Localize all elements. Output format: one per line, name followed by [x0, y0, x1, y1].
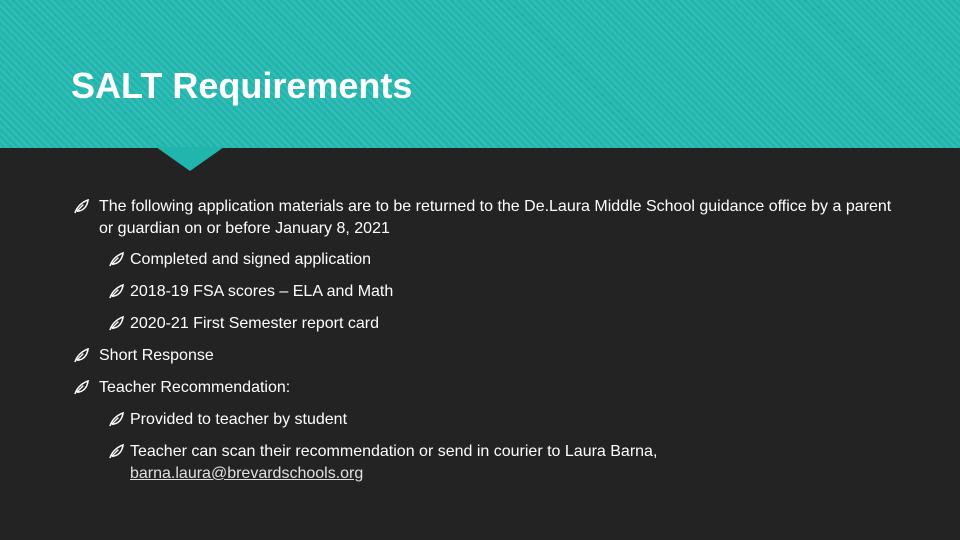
list-item-text: 2020-21 First Semester report card — [130, 315, 379, 332]
list-item — [130, 313, 379, 335]
leaf-icon — [73, 380, 90, 395]
list-item — [99, 196, 899, 240]
leaf-icon — [73, 348, 90, 363]
leaf-icon — [73, 199, 90, 214]
list-item — [99, 345, 214, 367]
list-item-text: Teacher Recommendation: — [99, 379, 291, 396]
list-item-text: Provided to teacher by student — [130, 411, 348, 428]
list-item — [130, 441, 830, 485]
list-item-text: Short Response — [99, 347, 214, 364]
list-item — [99, 377, 290, 399]
list-item-text: 2018-19 FSA scores – ELA and Math — [130, 283, 394, 300]
leaf-icon — [108, 252, 125, 267]
leaf-icon — [108, 412, 125, 427]
list-item — [130, 409, 347, 431]
email-link[interactable]: barna.laura@brevardschools.org — [130, 465, 364, 482]
list-item — [130, 281, 393, 303]
list-item-text: Completed and signed application — [130, 251, 372, 268]
list-item-text: The following application materials are to be returned to the De.Laura Middle School guidance office by a parent or guardian on or before January 8, 2021 — [99, 198, 892, 237]
leaf-icon — [108, 316, 125, 331]
leaf-icon — [108, 284, 125, 299]
banner-notch — [156, 147, 224, 171]
list-item — [130, 249, 371, 271]
list-item-text: Teacher can scan their recommendation or send in courier to Laura Barna, — [130, 443, 658, 460]
leaf-icon — [108, 444, 125, 459]
slide-title: SALT Requirements — [71, 65, 413, 106]
